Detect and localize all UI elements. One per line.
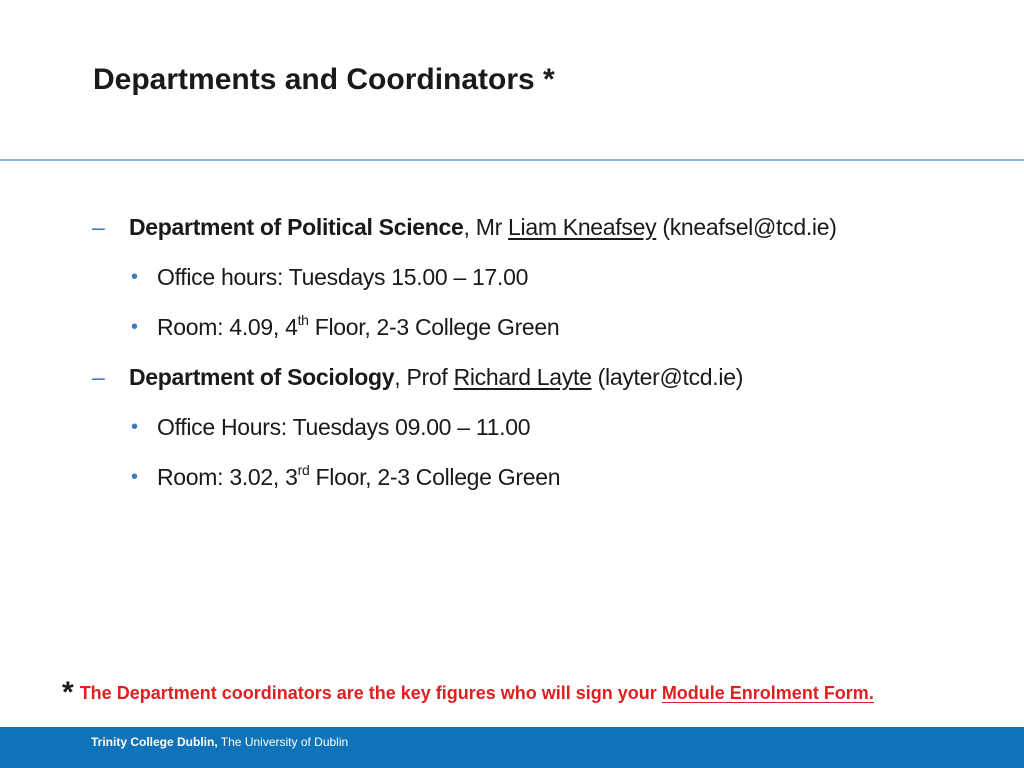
office-hours-text: Office Hours: Tuesdays 09.00 – 11.00 bbox=[157, 414, 531, 440]
bullet-marker: • bbox=[131, 466, 139, 488]
room-pre: Room: 4.09, 4 bbox=[157, 314, 298, 340]
department-name: Department of Political Science bbox=[129, 214, 464, 240]
footnote-text: The Department coordinators are the key figures who will sign your bbox=[79, 683, 662, 703]
room-pre: Room: 3.02, 3 bbox=[157, 464, 298, 490]
dash-marker: – bbox=[92, 214, 105, 240]
institution-subtitle: The University of Dublin bbox=[217, 735, 349, 749]
coordinator-political-science bbox=[129, 214, 837, 241]
bullet-marker: • bbox=[131, 316, 139, 338]
title-separator: , Mr bbox=[463, 214, 509, 240]
title-separator: , Prof bbox=[394, 364, 454, 390]
room-post: Floor, 2-3 College Green bbox=[309, 464, 561, 490]
room-post: Floor, 2-3 College Green bbox=[308, 314, 560, 340]
bullet-marker: • bbox=[131, 266, 139, 288]
dash-marker: – bbox=[92, 364, 105, 390]
title-divider bbox=[0, 159, 1024, 161]
office-hours-text: Office hours: Tuesdays 15.00 – 17.00 bbox=[157, 264, 529, 290]
coordinator-sociology bbox=[129, 364, 743, 391]
room-text bbox=[157, 464, 560, 491]
bullet-marker: • bbox=[131, 416, 139, 438]
room-ordinal: rd bbox=[297, 462, 310, 479]
coordinator-name-link[interactable]: Liam Kneafsey bbox=[508, 214, 657, 240]
module-enrolment-form-link[interactable]: Module Enrolment Form. bbox=[661, 683, 874, 703]
footnote bbox=[62, 676, 874, 710]
coordinator-email: (kneafsel@tcd.ie) bbox=[656, 214, 837, 240]
slide-title: Departments and Coordinators * bbox=[93, 63, 555, 96]
footer-bar bbox=[0, 727, 1024, 768]
coordinator-name-link[interactable]: Richard Layte bbox=[453, 364, 592, 390]
institution-name: Trinity College Dublin, bbox=[91, 735, 218, 749]
room-text bbox=[157, 314, 559, 341]
footer-text bbox=[91, 735, 348, 749]
asterisk-marker: * bbox=[62, 676, 74, 709]
department-name: Department of Sociology bbox=[129, 364, 395, 390]
room-ordinal: th bbox=[297, 312, 309, 329]
coordinator-email: (layter@tcd.ie) bbox=[591, 364, 744, 390]
